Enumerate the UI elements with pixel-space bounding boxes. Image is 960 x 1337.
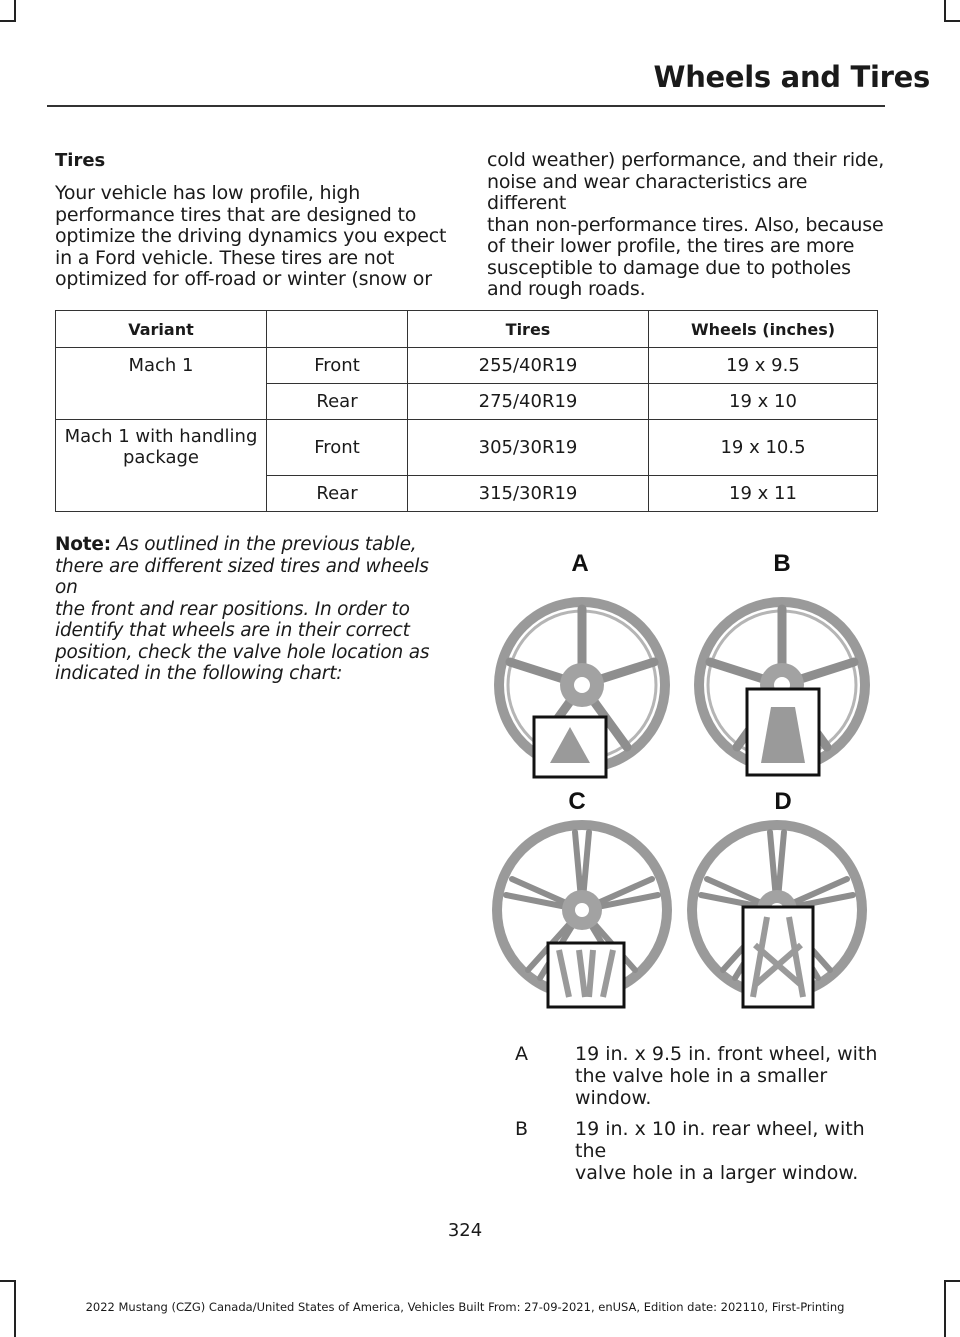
- page-title: Wheels and Tires: [653, 60, 930, 94]
- text-line: optimized for off-road or winter (snow or: [55, 268, 432, 290]
- column-header: Tires: [408, 311, 649, 348]
- text-line: identify that wheels are in their correct: [55, 620, 410, 641]
- crop-mark: [0, 1280, 16, 1282]
- crop-mark: [0, 20, 16, 22]
- text-line: Your vehicle has low profile, high: [55, 182, 361, 204]
- text-line: cold weather) performance, and their ride,: [487, 149, 885, 171]
- text-line: valve hole in a larger window.: [575, 1162, 859, 1184]
- variant-line: Mach 1: [128, 355, 194, 376]
- column-header: [267, 311, 408, 348]
- crop-mark: [14, 0, 16, 22]
- text-line: the valve hole in a smaller: [575, 1065, 828, 1087]
- position-cell: Front: [267, 348, 408, 384]
- text-line: performance tires that are designed to: [55, 203, 417, 226]
- text-line: 19 in. x 9.5 in. front wheel, with: [575, 1043, 878, 1065]
- wheel-d-icon: [687, 820, 867, 1007]
- section-heading: Tires: [55, 150, 106, 171]
- figure-label-d: D: [774, 788, 792, 815]
- text-line: in a Ford vehicle. These tires are not: [55, 246, 395, 269]
- wheel-cell: 19 x 10: [649, 384, 878, 420]
- text-line: position, check the valve hole location as: [55, 641, 430, 663]
- wheel-b-icon: [694, 597, 870, 775]
- variant-cell: [56, 420, 267, 512]
- wheel-cell: 19 x 9.5: [649, 348, 878, 384]
- text-line: 19 in. x 10 in. rear wheel, with the: [575, 1118, 865, 1162]
- tire-cell: 315/30R19: [408, 476, 649, 512]
- text-line: there are different sized tires and wheels on: [55, 555, 429, 598]
- legend-text: [575, 1118, 895, 1184]
- text-line: and rough roads.: [487, 278, 646, 300]
- tire-spec-table: [55, 310, 878, 512]
- position-cell: Front: [267, 420, 408, 476]
- intro-right-column: [487, 150, 887, 301]
- text-line: the front and rear positions. In order to: [55, 598, 410, 620]
- page-number: 324: [447, 1220, 483, 1241]
- column-header: Wheels (inches): [649, 311, 878, 348]
- figure-label-c: C: [568, 788, 586, 815]
- legend-text: [575, 1043, 895, 1109]
- wheel-valve-figure: [485, 545, 885, 1015]
- tire-cell: 275/40R19: [408, 384, 649, 420]
- variant-line: Mach 1 with handling: [64, 426, 258, 447]
- wheel-a-icon: [494, 597, 670, 777]
- text-line: As outlined in the previous table,: [116, 534, 417, 555]
- legend-key: A: [515, 1043, 528, 1065]
- title-divider: [47, 105, 885, 107]
- column-header: Variant: [56, 311, 267, 348]
- crop-mark: [944, 0, 946, 22]
- crop-mark: [944, 1280, 960, 1282]
- text-line: than non-performance tires. Also, because: [487, 213, 884, 236]
- text-line: of their lower profile, the tires are more: [487, 235, 855, 257]
- position-cell: Rear: [267, 384, 408, 420]
- legend-key: B: [515, 1118, 529, 1140]
- text-line: noise and wear characteristics are different: [487, 170, 808, 214]
- note-label: Note:: [55, 534, 111, 555]
- table-row: [56, 420, 878, 476]
- wheel-c-icon: [492, 820, 672, 1007]
- crop-mark: [944, 1280, 946, 1337]
- tire-cell: 255/40R19: [408, 348, 649, 384]
- wheel-cell: 19 x 11: [649, 476, 878, 512]
- figure-label-a: A: [571, 550, 589, 577]
- text-line: window.: [575, 1087, 652, 1109]
- text-line: susceptible to damage due to potholes: [487, 256, 851, 279]
- note-paragraph: [55, 534, 450, 685]
- table-row: [56, 348, 878, 384]
- page-footer: 2022 Mustang (CZG) Canada/United States of America, Vehicles Built From: 27-09-2021, enUSA, Edition date: 202110, First-Printing: [85, 1300, 845, 1314]
- text-line: optimize the driving dynamics you expect: [55, 225, 447, 247]
- intro-left-column: [55, 183, 455, 291]
- table-header-row: [56, 311, 878, 348]
- variant-cell: [56, 348, 267, 420]
- figure-label-b: B: [773, 550, 791, 577]
- variant-line: package: [123, 447, 199, 468]
- position-cell: Rear: [267, 476, 408, 512]
- tire-cell: 305/30R19: [408, 420, 649, 476]
- crop-mark: [944, 20, 960, 22]
- wheel-cell: 19 x 10.5: [649, 420, 878, 476]
- text-line: indicated in the following chart:: [55, 663, 343, 684]
